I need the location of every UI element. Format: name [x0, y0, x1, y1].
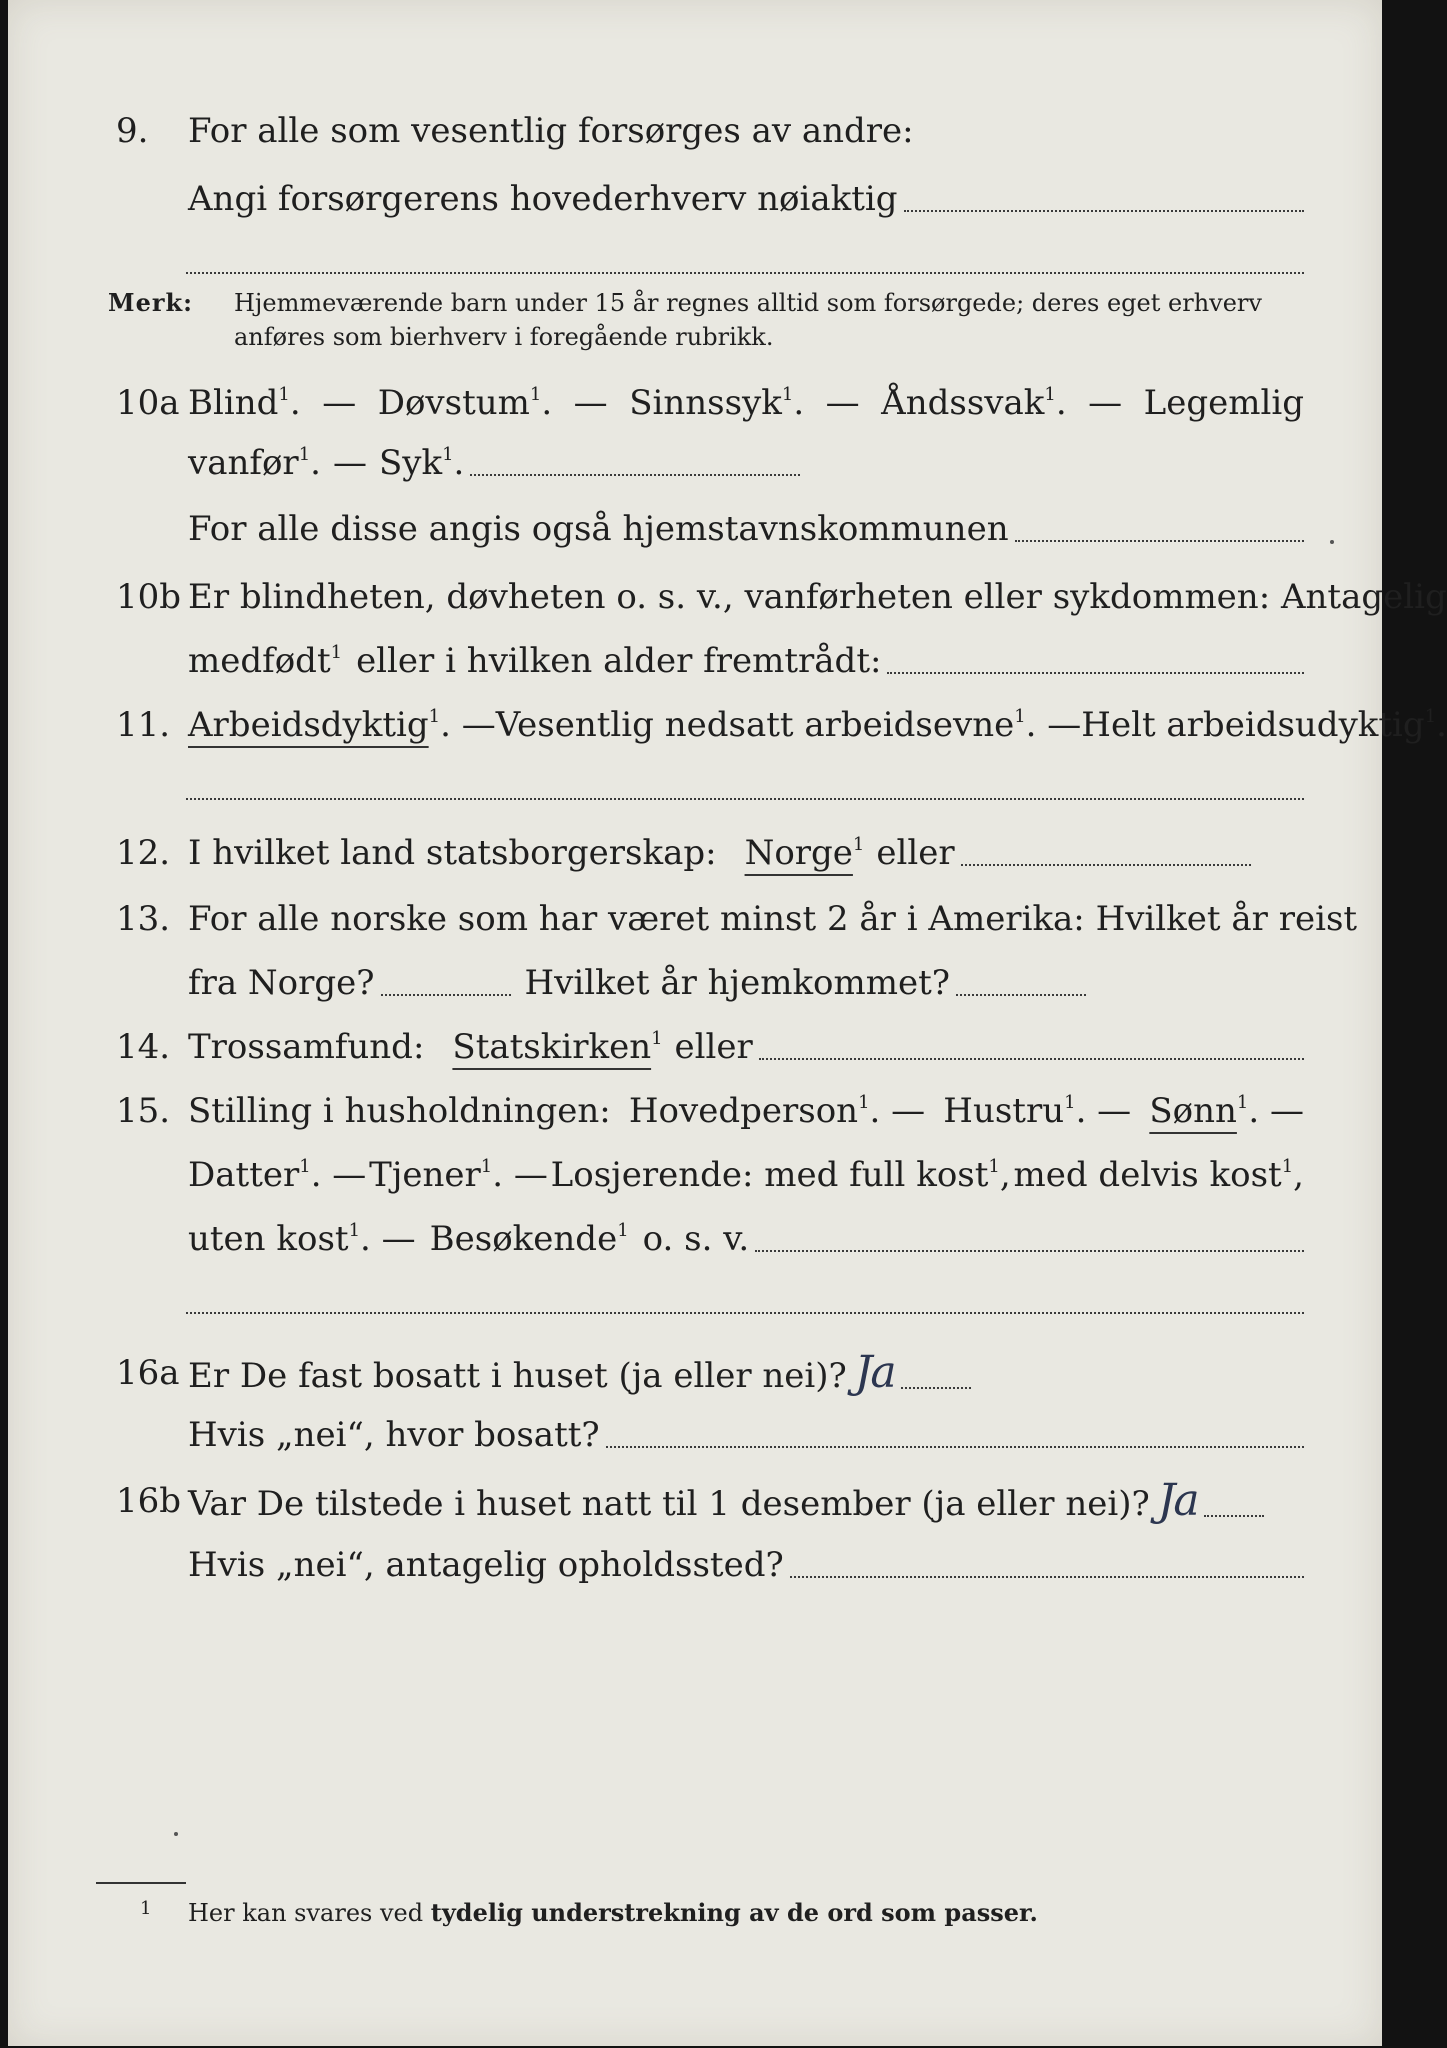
- question-number: 16a: [116, 1353, 180, 1393]
- option-sinnssyk[interactable]: Sinnssyk$^1$.: [629, 383, 805, 423]
- answer-field[interactable]: [381, 992, 511, 996]
- question-text: Var De tilstede i huset natt til 1 desember (ja eller nei)?: [188, 1484, 1150, 1524]
- census-form-page: [8, 0, 1447, 2046]
- option-hovedperson[interactable]: Hovedperson$^1$. —: [628, 1091, 926, 1131]
- option-andssvak[interactable]: Åndssvak$^1$.: [881, 383, 1067, 423]
- answer-field[interactable]: [755, 1248, 1304, 1252]
- question-number: 15.: [116, 1091, 171, 1131]
- answer-field[interactable]: [956, 992, 1086, 996]
- option-medfodt[interactable]: medfødt$^1$: [188, 641, 343, 681]
- answer-field[interactable]: [790, 1574, 1304, 1578]
- note-text: Hjemmeværende barn under 15 år regnes alltid som forsørgede; deres eget erhverv anføres som bierhverv i foregående rubrikk.: [234, 289, 1262, 351]
- question-number: 12.: [116, 833, 171, 873]
- question-text: Hvilket år hjemkommet?: [524, 963, 951, 1003]
- dash: —: [825, 383, 860, 423]
- option-sonn[interactable]: Sønn$^1$. —: [1149, 1091, 1304, 1131]
- question-text: fra Norge?: [188, 963, 375, 1003]
- option-tjener[interactable]: Tjener$^1$. —: [369, 1155, 548, 1195]
- answer-field[interactable]: [759, 1056, 1304, 1060]
- question-text: For alle disse angis også hjemstavnskommunen: [188, 509, 1009, 549]
- option-delvis-kost[interactable]: med delvis kost$^1$,: [1013, 1155, 1304, 1195]
- question-number: 10a: [116, 383, 180, 423]
- question-number: 10b: [116, 577, 182, 617]
- option-blind[interactable]: Blind$^1$.: [188, 383, 301, 423]
- option-uten-kost[interactable]: uten kost$^1$. —: [188, 1219, 416, 1259]
- question-text: For alle som vesentlig forsørges av andre:: [188, 111, 914, 151]
- ink-speck: [174, 1832, 178, 1836]
- question-number: 11.: [116, 705, 171, 745]
- option-full-kost[interactable]: Losjerende: med full kost$^1$,: [550, 1155, 1011, 1195]
- question-number: 13.: [116, 899, 171, 939]
- question-text: For alle norske som har været minst 2 år i Amerika: Hvilket år reist: [188, 899, 1358, 939]
- note-label: Merk:: [108, 288, 193, 317]
- footnote-mark: 1: [140, 1898, 152, 1919]
- footnote-text: Her kan svares ved tydelig understrekning av de ord som passer.: [188, 1898, 1038, 1927]
- option-datter[interactable]: Datter$^1$. —: [188, 1155, 367, 1195]
- answer-field[interactable]: [186, 1312, 1304, 1314]
- ink-speck: [1330, 540, 1334, 544]
- option-vanfor[interactable]: vanfør$^1$.: [188, 443, 321, 483]
- answer-field[interactable]: [1015, 538, 1304, 542]
- answer-field[interactable]: [904, 208, 1304, 212]
- option-udyktig[interactable]: Helt arbeidsudyktig$^1$.: [1081, 705, 1447, 745]
- question-text: Er De fast bosatt i huset (ja eller nei)?: [188, 1356, 847, 1396]
- option-hustru[interactable]: Hustru$^1$. —: [943, 1091, 1132, 1131]
- question-text: o. s. v.: [642, 1219, 750, 1259]
- answer-field[interactable]: [887, 670, 1304, 674]
- question-number: 9.: [116, 111, 149, 151]
- question-text: I hvilket land statsborgerskap:: [188, 833, 717, 873]
- answer-field[interactable]: [606, 1444, 1304, 1448]
- question-text: Er blindheten, døvheten o. s. v., vanførheten eller sykdommen: Antagelig: [188, 577, 1447, 617]
- dash: —: [1088, 383, 1123, 423]
- question-text: Stilling i husholdningen:: [188, 1091, 611, 1131]
- option-legemlig[interactable]: Legemlig: [1143, 383, 1304, 423]
- dash: —: [573, 383, 608, 423]
- footnote-rule: [96, 1882, 186, 1884]
- answer-field[interactable]: [186, 798, 1304, 800]
- question-text: Hvis „nei“, hvor bosatt?: [188, 1415, 600, 1455]
- answer-field[interactable]: [186, 272, 1304, 274]
- option-other: eller: [876, 833, 955, 873]
- option-other: eller: [674, 1027, 753, 1067]
- question-number: 16b: [116, 1481, 182, 1521]
- question-text: eller i hvilken alder fremtrådt:: [356, 641, 882, 681]
- question-text: Angi forsørgerens hovederhverv nøiaktig: [188, 179, 898, 219]
- answer-field[interactable]: [901, 1385, 971, 1389]
- option-dovstum[interactable]: Døvstum$^1$.: [377, 383, 553, 423]
- answer-field[interactable]: [1204, 1513, 1264, 1517]
- dash: —: [322, 383, 357, 423]
- answer-field[interactable]: [961, 862, 1251, 866]
- option-syk[interactable]: Syk$^1$.: [378, 443, 465, 483]
- handwritten-answer[interactable]: Ja: [854, 1347, 895, 1398]
- question-text: Trossamfund:: [188, 1027, 425, 1067]
- option-besokende[interactable]: Besøkende$^1$: [429, 1219, 629, 1259]
- option-arbeidsdyktig[interactable]: Arbeidsdyktig$^1$. —: [188, 705, 496, 745]
- dash: —: [332, 443, 367, 483]
- question-text: Hvis „nei“, antagelig opholdssted?: [188, 1545, 784, 1585]
- option-norge[interactable]: Norge$^1$: [744, 833, 865, 873]
- answer-field[interactable]: [470, 472, 800, 476]
- handwritten-answer[interactable]: Ja: [1157, 1475, 1198, 1526]
- option-nedsatt[interactable]: Vesentlig nedsatt arbeidsevne$^1$. —: [495, 705, 1082, 745]
- option-statskirken[interactable]: Statskirken$^1$: [452, 1027, 663, 1067]
- question-number: 14.: [116, 1027, 171, 1067]
